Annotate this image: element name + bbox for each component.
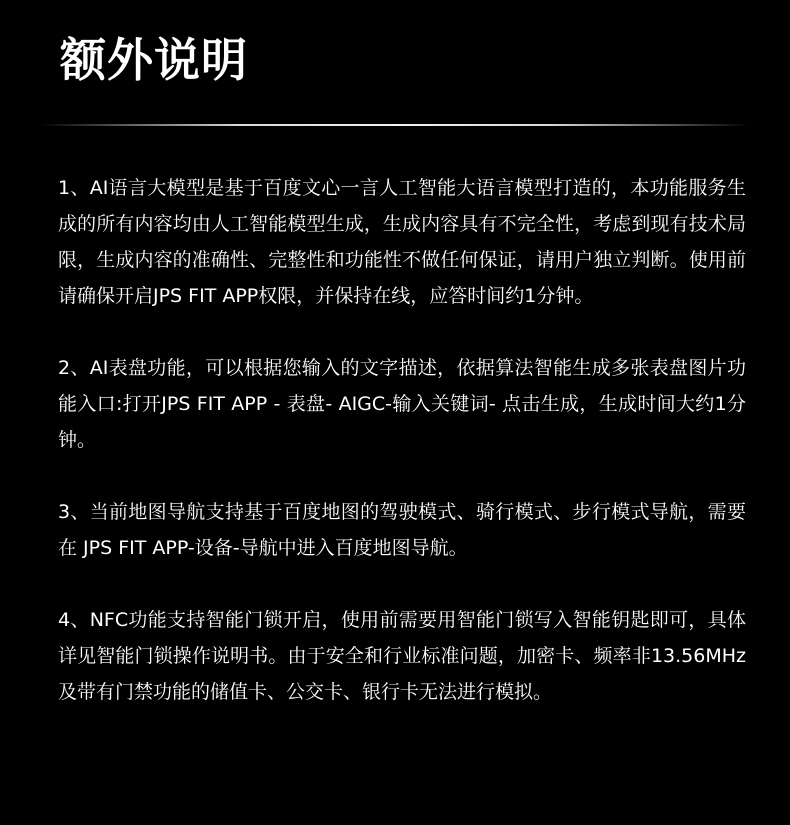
note-item-4: 4、NFC功能支持智能门锁开启，使用前需要用智能门锁写入智能钥匙即可，具体详见智能门锁操作说明书。由于安全和行业标准问题，加密卡、频率非13.56MHz 及带有门禁功能的储值卡、公交卡、银行卡无法进行模拟。 <box>58 609 746 703</box>
divider <box>40 124 750 126</box>
note-item-3: 3、当前地图导航支持基于百度地图的驾驶模式、骑行模式、步行模式导航，需要在 JPS FIT APP-设备-导航中进入百度地图导航。 <box>58 501 746 559</box>
note-item-1: 1、AI语言大模型是基于百度文心一言人工智能大语言模型打造的，本功能服务生成的所有内容均由人工智能模型生成，生成内容具有不完全性，考虑到现有技术局限，生成内容的准确性、完整性和功能性不做任何保证，请用户独立判断。使用前请确保开启JPS FIT APP权限，并保持在线，应答时间约1分钟。 <box>58 177 746 307</box>
page-title: 额外说明 <box>60 33 248 87</box>
note-item-2: 2、AI表盘功能，可以根据您输入的文字描述，依据算法智能生成多张表盘图片功能入口:打开JPS FIT APP - 表盘- AIGC-输入关键词- 点击生成，生成时间大约1分钟。 <box>58 357 746 451</box>
notes-list <box>58 170 746 710</box>
